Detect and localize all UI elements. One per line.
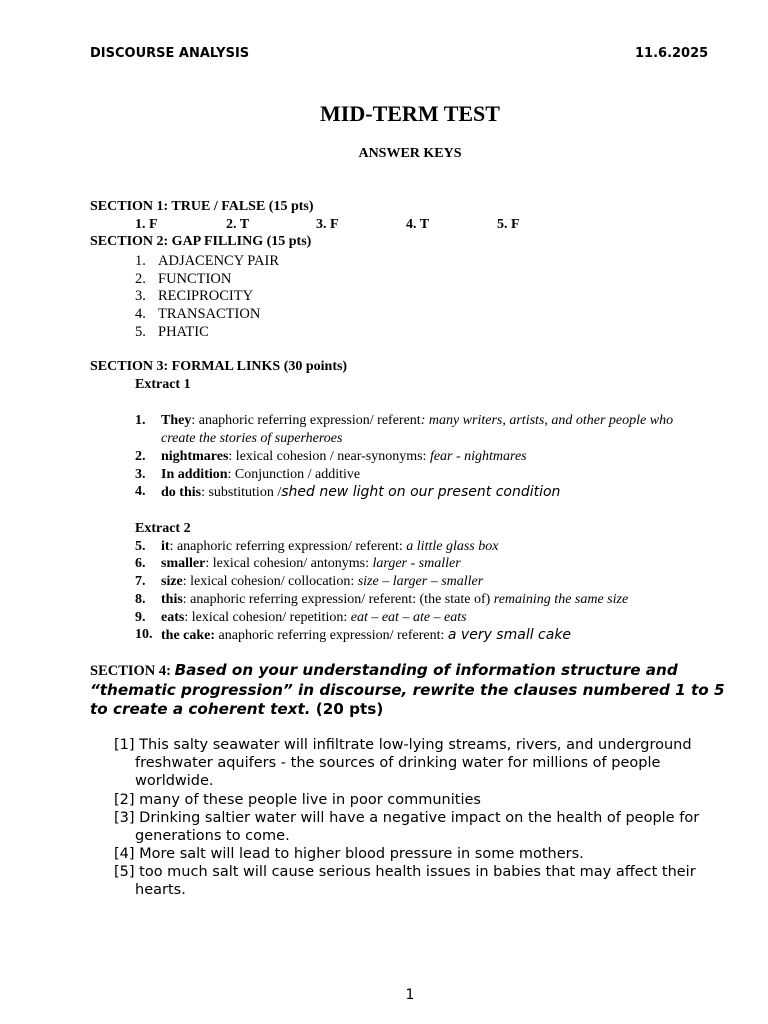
item-description: : lexical cohesion/ repetition: xyxy=(184,610,351,625)
item-number: 1. xyxy=(135,413,146,428)
item-number: 6. xyxy=(135,556,146,571)
section1-heading: SECTION 1: TRUE / FALSE (15 pts) xyxy=(90,199,314,214)
clause-line: [3] Drinking saltier water will have a negative impact on the health of people for xyxy=(114,810,700,826)
section2-heading: SECTION 2: GAP FILLING (15 pts) xyxy=(90,234,312,249)
page-subtitle: ANSWER KEYS xyxy=(358,146,462,161)
item-referent: shed new light on our present condition xyxy=(281,484,561,500)
item-term: eats xyxy=(161,610,185,625)
item-text: ADJACENCY PAIR xyxy=(158,253,279,269)
item-description: : lexical cohesion / near-synonyms: xyxy=(228,449,430,464)
item-term: They xyxy=(161,413,192,428)
item-text: PHATIC xyxy=(158,324,209,340)
item-referent: remaining the same size xyxy=(493,592,629,607)
extract2-label: Extract 2 xyxy=(135,521,191,536)
item-number: 7. xyxy=(135,574,146,589)
item-number: 1. xyxy=(135,253,146,269)
item-text: FUNCTION xyxy=(158,271,232,287)
tf-answer-2: 2. T xyxy=(226,217,250,232)
item-referent: fear - nightmares xyxy=(429,449,527,464)
item-number: 8. xyxy=(135,592,146,607)
item-term: smaller xyxy=(161,556,206,571)
item-text: TRANSACTION xyxy=(158,306,261,322)
section4-heading xyxy=(90,661,730,719)
section3-heading: SECTION 3: FORMAL LINKS (30 points) xyxy=(90,359,348,374)
clause-line: generations to come. xyxy=(135,828,290,844)
item-term: size xyxy=(161,574,183,589)
tf-answer-4: 4. T xyxy=(406,217,430,232)
item-description: anaphoric referring expression/ referent: xyxy=(215,628,448,643)
section4-question: Based on your understanding of information structure and “thematic progression” in discourse, rewrite the clauses numbered 1 to 5 to create a coherent text. xyxy=(90,661,725,718)
extract1-label: Extract 1 xyxy=(135,377,191,392)
item-number: 5. xyxy=(135,324,146,340)
clause-line: worldwide. xyxy=(135,773,214,789)
item-referent: a little glass box xyxy=(406,539,499,554)
item-number: 3. xyxy=(135,467,146,482)
course-name: DISCOURSE ANALYSIS xyxy=(90,46,250,61)
item-description: : substitution / xyxy=(201,485,282,500)
clause-line: [1] This salty seawater will infiltrate low-lying streams, rivers, and underground xyxy=(114,737,692,753)
item-term: the cake: xyxy=(161,628,216,643)
section4-points: (20 pts) xyxy=(310,700,384,718)
item-number: 10. xyxy=(135,627,153,642)
clause-line: [5] too much salt will cause serious health issues in babies that may affect their xyxy=(114,864,696,880)
item-number: 9. xyxy=(135,610,146,625)
item-number: 4. xyxy=(135,306,146,322)
item-description: : anaphoric referring expression/ referent: (the state of) xyxy=(182,592,494,607)
item-term: In addition xyxy=(161,467,228,482)
item-description: : anaphoric referring expression/ referent xyxy=(191,413,421,428)
tf-answer-5: 5. F xyxy=(497,217,520,232)
clause-line: freshwater aquifers - the sources of drinking water for millions of people xyxy=(135,755,661,771)
item-term: nightmares xyxy=(161,449,229,464)
tf-answer-3: 3. F xyxy=(316,217,339,232)
item-term: this xyxy=(161,592,183,607)
item-referent: : many writers, artists, and other people who xyxy=(420,413,674,428)
item-number: 3. xyxy=(135,288,146,304)
item-text: RECIPROCITY xyxy=(158,288,254,304)
clause-line: [2] many of these people live in poor communities xyxy=(114,792,481,808)
section4-label: SECTION 4: xyxy=(90,663,175,679)
clause-line: hearts. xyxy=(135,882,186,898)
item-number: 2. xyxy=(135,271,146,287)
item-term: do this xyxy=(161,485,202,500)
item-description: : lexical cohesion/ antonyms: xyxy=(205,556,373,571)
item-description: : Conjunction / additive xyxy=(227,467,361,482)
page-title: MID-TERM TEST xyxy=(320,101,500,126)
item-referent-line2: create the stories of superheroes xyxy=(161,431,343,446)
item-referent: larger - smaller xyxy=(372,556,461,571)
item-number: 4. xyxy=(135,484,146,499)
item-term: it xyxy=(161,539,170,554)
item-referent-continued xyxy=(161,431,342,447)
item-description: : anaphoric referring expression/ referent: xyxy=(169,539,407,554)
page-number: 1 xyxy=(405,987,415,1003)
tf-answer-1: 1. F xyxy=(135,217,158,232)
clause-line: [4] More salt will lead to higher blood pressure in some mothers. xyxy=(114,846,584,862)
item-number: 2. xyxy=(135,449,146,464)
item-referent: size – larger – smaller xyxy=(357,574,484,589)
test-date: 11.6.2025 xyxy=(635,46,709,61)
item-number: 5. xyxy=(135,539,146,554)
item-referent: eat – eat – ate – eats xyxy=(350,610,467,625)
item-description: : lexical cohesion/ collocation: xyxy=(182,574,358,589)
item-referent: a very small cake xyxy=(447,627,572,643)
